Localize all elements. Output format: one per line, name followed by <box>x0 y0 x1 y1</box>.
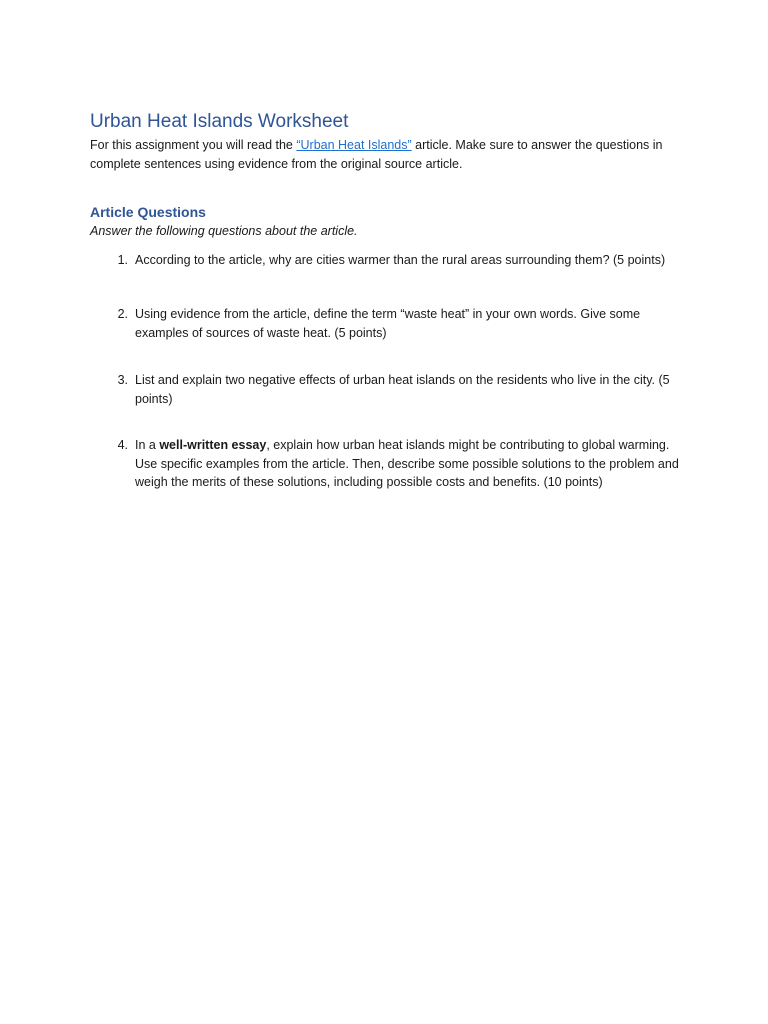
question-number: 2. <box>117 307 128 321</box>
section-heading: Article Questions <box>90 204 206 220</box>
question-item-1 <box>108 251 683 270</box>
question-item-2 <box>108 305 683 342</box>
question-text <box>135 436 683 492</box>
article-link[interactable]: “Urban Heat Islands” <box>296 138 412 152</box>
question-text-start: In a <box>135 438 160 452</box>
document-title: Urban Heat Islands Worksheet <box>90 111 349 132</box>
intro-text-end: article. Make sure to answer the questions in complete sentences using evidence from the original source article. <box>90 138 663 171</box>
question-item-3 <box>108 371 683 408</box>
intro-paragraph <box>90 136 690 174</box>
intro-text-start: For this assignment you will read the <box>90 138 297 152</box>
question-number: 4. <box>117 438 128 452</box>
question-item-4 <box>108 436 683 492</box>
question-text-end: , explain how urban heat islands might be contributing to global warming. Use specific examples from the article. Then, describe some possible solutions to the problem and weigh the merits of these solutions, including possible costs and benefits. (10 points) <box>135 438 679 489</box>
emphasis-well-written-essay: well-written essay <box>159 438 267 452</box>
question-number: 1. <box>117 253 128 267</box>
question-text: List and explain two negative effects of urban heat islands on the residents who live in the city. (5 points) <box>135 373 670 406</box>
question-text: Using evidence from the article, define the term “waste heat” in your own words. Give some examples of sources of waste heat. (5 points) <box>135 307 641 340</box>
question-number: 3. <box>117 373 128 387</box>
question-text: According to the article, why are cities warmer than the rural areas surrounding them? (5 points) <box>135 253 666 267</box>
section-instructions: Answer the following questions about the article. <box>90 224 358 238</box>
